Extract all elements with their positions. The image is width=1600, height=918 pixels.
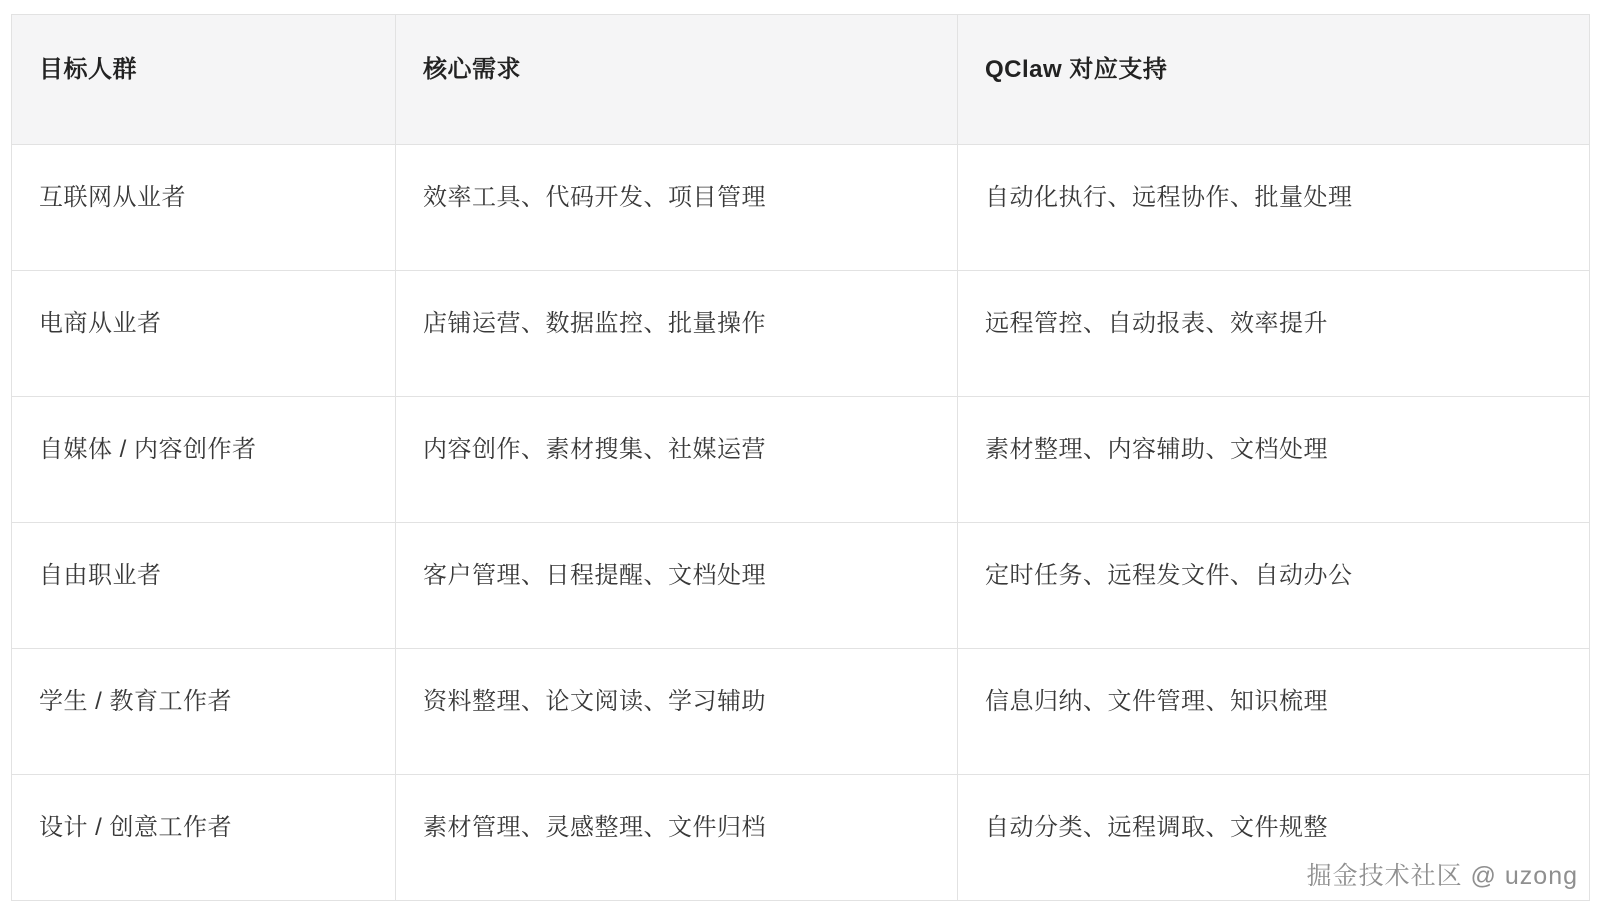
cell-needs: 店铺运营、数据监控、批量操作 xyxy=(396,271,958,397)
cell-needs: 效率工具、代码开发、项目管理 xyxy=(396,145,958,271)
table-row xyxy=(12,271,1590,397)
cell-audience: 设计 / 创意工作者 xyxy=(12,775,396,901)
audience-table xyxy=(11,14,1590,901)
watermark: 掘金技术社区 @ uzong xyxy=(1306,862,1578,890)
table-header-row xyxy=(12,15,1590,145)
table-row xyxy=(12,775,1590,901)
header-cell-support: QClaw 对应支持 xyxy=(958,15,1590,145)
cell-support: 远程管控、自动报表、效率提升 xyxy=(958,271,1590,397)
cell-support: 信息归纳、文件管理、知识梳理 xyxy=(958,649,1590,775)
cell-audience: 自媒体 / 内容创作者 xyxy=(12,397,396,523)
cell-support: 素材整理、内容辅助、文档处理 xyxy=(958,397,1590,523)
cell-audience: 学生 / 教育工作者 xyxy=(12,649,396,775)
cell-support: 定时任务、远程发文件、自动办公 xyxy=(958,523,1590,649)
cell-support: 自动化执行、远程协作、批量处理 xyxy=(958,145,1590,271)
cell-audience: 自由职业者 xyxy=(12,523,396,649)
header-cell-audience: 目标人群 xyxy=(12,15,396,145)
cell-needs: 资料整理、论文阅读、学习辅助 xyxy=(396,649,958,775)
cell-needs: 素材管理、灵感整理、文件归档 xyxy=(396,775,958,901)
cell-support: 自动分类、远程调取、文件规整 xyxy=(958,775,1590,901)
table-row xyxy=(12,523,1590,649)
cell-needs: 内容创作、素材搜集、社媒运营 xyxy=(396,397,958,523)
table-row xyxy=(12,397,1590,523)
table-row xyxy=(12,649,1590,775)
cell-audience: 互联网从业者 xyxy=(12,145,396,271)
cell-needs: 客户管理、日程提醒、文档处理 xyxy=(396,523,958,649)
table-row xyxy=(12,145,1590,271)
header-cell-needs: 核心需求 xyxy=(396,15,958,145)
cell-audience: 电商从业者 xyxy=(12,271,396,397)
